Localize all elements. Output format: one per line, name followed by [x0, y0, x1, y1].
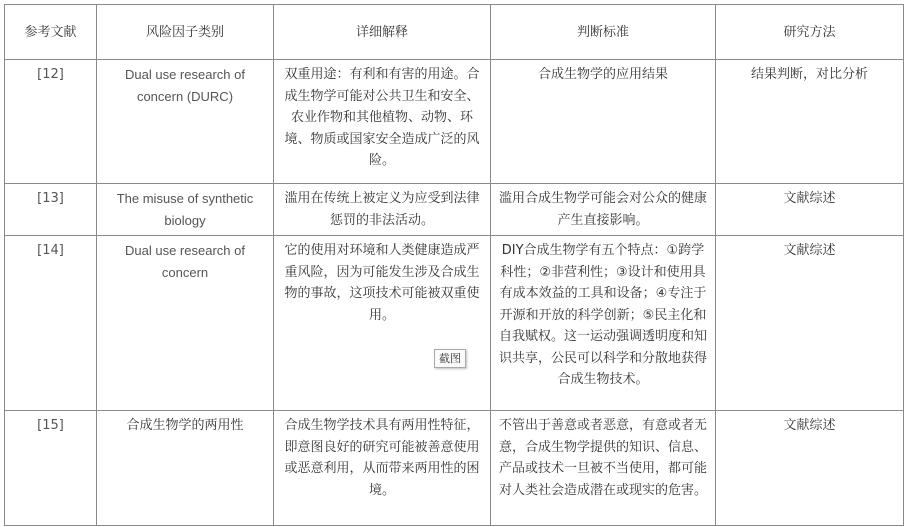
category-cell: Dual use research of concern — [97, 236, 274, 411]
method-cell: 文献综述 — [716, 184, 904, 236]
criterion-cell: DIY合成生物学有五个特点：①跨学科性；②非营利性；③设计和使用具有成本效益的工具和设备；④专注于开源和开放的科学创新；⑤民主化和自我赋权。这一运动强调透明度和知识共享，公民可以科学和分散地获得合成生物技术。 — [491, 236, 716, 411]
detail-cell: 双重用途：有利和有害的用途。合成生物学可能对公共卫生和安全、农业作物和其他植物、动物、环境、物质或国家安全造成广泛的风险。 — [274, 60, 491, 184]
header-method: 研究方法 — [716, 5, 904, 60]
method-cell: 结果判断，对比分析 — [716, 60, 904, 184]
category-cell: The misuse of synthetic biology — [97, 184, 274, 236]
screenshot-button[interactable]: 截图 — [434, 349, 466, 368]
criterion-cell: 合成生物学的应用结果 — [491, 60, 716, 184]
detail-cell: 合成生物学技术具有两用性特征，即意图良好的研究可能被善意使用或恶意利用，从而带来两用性的困境。 — [274, 411, 491, 526]
table-row — [5, 184, 904, 236]
detail-cell: 它的使用对环境和人类健康造成严重风险，因为可能发生涉及合成生物的事故，这项技术可能被双重使用。 — [274, 236, 491, 411]
method-cell: 文献综述 — [716, 236, 904, 411]
criterion-cell: 不管出于善意或者恶意，有意或者无意，合成生物学提供的知识、信息、产品或技术一旦被不当使用，都可能对人类社会造成潜在或现实的危害。 — [491, 411, 716, 526]
table-row — [5, 236, 904, 411]
method-cell: 文献综述 — [716, 411, 904, 526]
table-row — [5, 60, 904, 184]
header-row — [5, 5, 904, 60]
category-cell: Dual use research of concern (DURC) — [97, 60, 274, 184]
detail-cell: 滥用在传统上被定义为应受到法律惩罚的非法活动。 — [274, 184, 491, 236]
ref-cell: [13] — [5, 184, 97, 236]
header-category: 风险因子类别 — [97, 5, 274, 60]
table-row — [5, 411, 904, 526]
ref-cell: [12] — [5, 60, 97, 184]
risk-factor-table — [4, 4, 904, 526]
header-criterion: 判断标准 — [491, 5, 716, 60]
ref-cell: [15] — [5, 411, 97, 526]
criterion-cell: 滥用合成生物学可能会对公众的健康产生直接影响。 — [491, 184, 716, 236]
category-cell: 合成生物学的两用性 — [97, 411, 274, 526]
ref-cell: [14] — [5, 236, 97, 411]
header-detail: 详细解释 — [274, 5, 491, 60]
header-reference: 参考文献 — [5, 5, 97, 60]
